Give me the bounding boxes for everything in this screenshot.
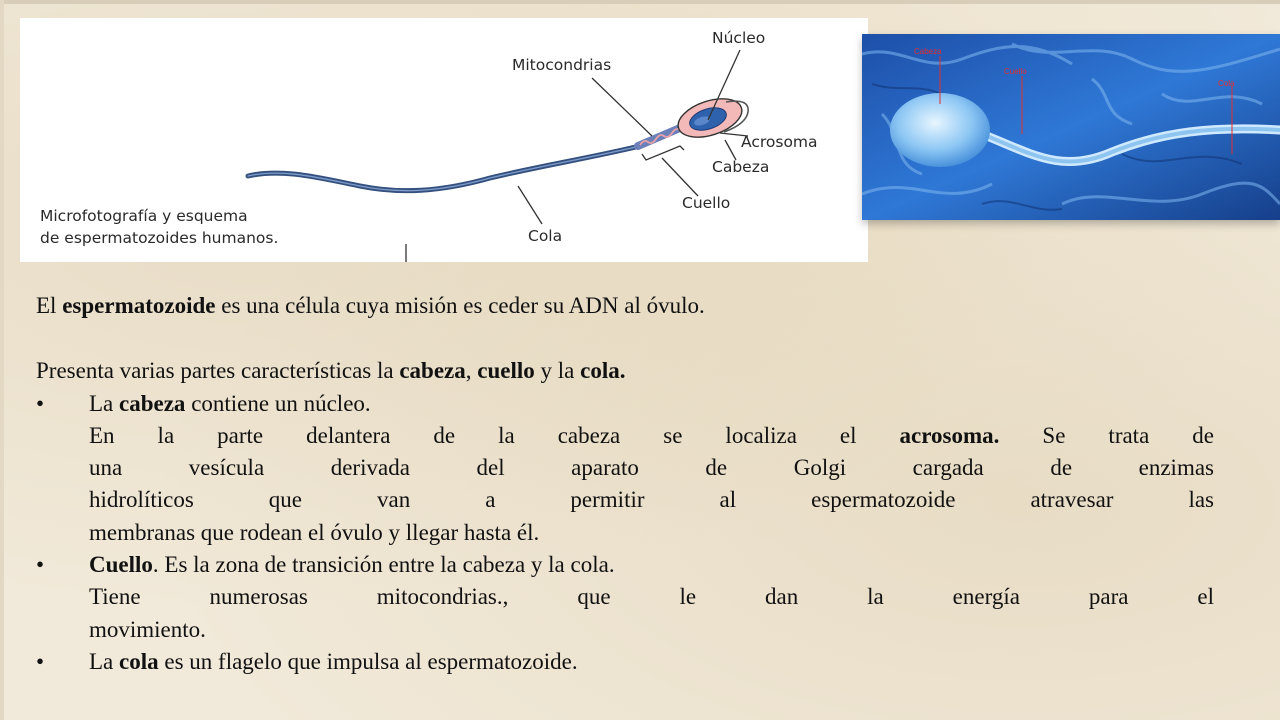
label-nucleo: Núcleo — [712, 29, 766, 47]
bullet-cola: • La cola es un flagelo que impulsa al espermatozoide. — [36, 646, 1214, 678]
slide-text — [36, 290, 1214, 678]
bullet-symbol: • — [36, 648, 45, 674]
sem-microphotograph-svg — [862, 34, 1280, 220]
micro-label-cabeza: Cabeza — [914, 47, 942, 56]
bullet-symbol: • — [36, 552, 45, 578]
label-mitocondrias: Mitocondrias — [512, 56, 612, 74]
micro-label-cuello: Cuello — [1004, 67, 1027, 76]
left-border — [0, 0, 4, 720]
sperm-diagram-svg — [20, 18, 868, 262]
diagram-caption-line1: Microfotografía y esquema — [40, 207, 248, 225]
label-cola: Cola — [528, 227, 563, 245]
diagram-caption-line2: de espermatozoides humanos. — [40, 229, 279, 247]
label-cuello: Cuello — [682, 194, 731, 212]
parts-paragraph: Presenta varias partes características la cabeza, cuello y la cola. — [36, 358, 626, 384]
label-cabeza: Cabeza — [712, 158, 770, 176]
label-acrosoma: Acrosoma — [741, 133, 818, 151]
sem-microphotograph — [862, 34, 1280, 220]
intro-paragraph: El espermatozoide es una célula cuya misión es ceder su ADN al óvulo. — [36, 293, 705, 318]
micro-label-cola: Cola — [1218, 79, 1235, 88]
sperm-tail — [248, 146, 640, 191]
sperm-diagram — [20, 18, 868, 262]
top-border — [0, 0, 1280, 4]
bullet-cuello: • Cuello. Es la zona de transición entre la cabeza y la cola. Tiene numerosas mitocondrias., que le dan la energía para el movimiento. — [36, 549, 1214, 646]
bullet-cabeza: • La cabeza contiene un núcleo. En la parte delantera de la cabeza se localiza el acrosoma. Se trata de una vesícula derivada del aparato de Golgi cargada de enzimas hidrolíticos que van a permitir al espermatozoide atravesar las membranas que rodean el óvulo y llegar hasta él. — [36, 388, 1214, 549]
bullet-symbol: • — [36, 390, 45, 416]
